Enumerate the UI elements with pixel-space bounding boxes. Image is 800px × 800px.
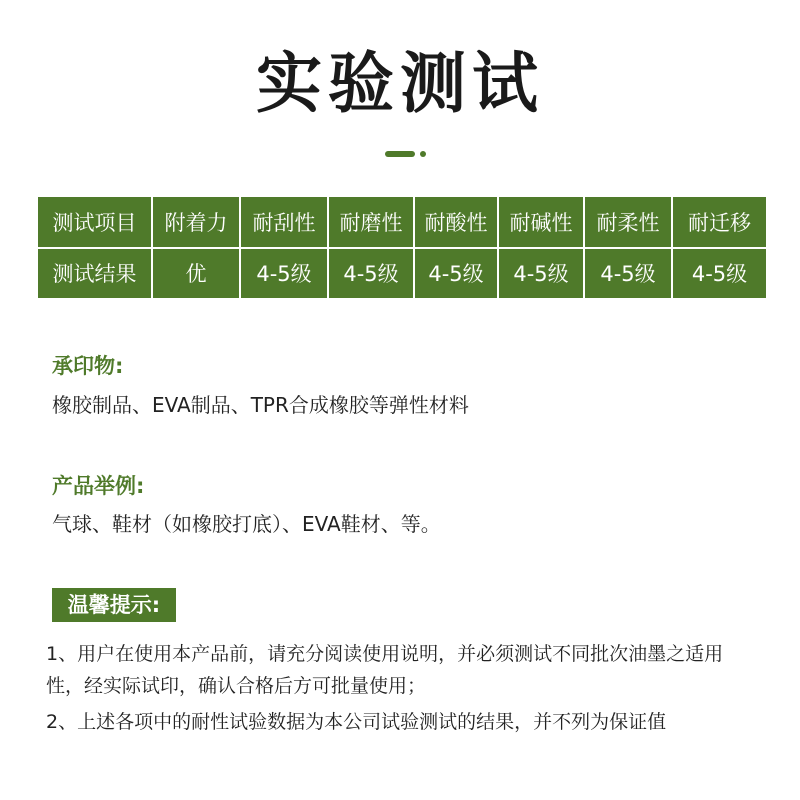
table-result-cell: 4-5级 xyxy=(414,248,498,299)
table-header-cell: 耐迁移 xyxy=(672,197,766,248)
table-result-cell: 4-5级 xyxy=(584,248,672,299)
page-title: 实验测试 xyxy=(256,45,544,122)
table-result-cell: 优 xyxy=(152,248,240,299)
test-results-table xyxy=(38,197,766,298)
substrate-text: 橡胶制品、EVA制品、TPR合成橡胶等弹性材料 xyxy=(52,393,469,417)
table-result-row xyxy=(38,248,766,299)
examples-heading: 产品举例: xyxy=(52,474,145,498)
table-result-cell: 4-5级 xyxy=(498,248,584,299)
examples-text: 气球、鞋材（如橡胶打底）、EVA鞋材、等。 xyxy=(52,512,441,536)
table-header-cell: 耐碱性 xyxy=(498,197,584,248)
table-header-cell: 耐磨性 xyxy=(328,197,414,248)
table-result-cell: 测试结果 xyxy=(38,248,152,299)
table-header-cell: 附着力 xyxy=(152,197,240,248)
substrate-heading: 承印物: xyxy=(52,354,124,378)
table-header-cell: 耐柔性 xyxy=(584,197,672,248)
tip-item-2: 2、上述各项中的耐性试验数据为本公司试验测试的结果，并不列为保证值 xyxy=(46,711,667,733)
table-result-cell: 4-5级 xyxy=(672,248,766,299)
divider-dot xyxy=(420,151,426,157)
tip-item-1: 1、用户在使用本产品前，请充分阅读使用说明，并必须测试不同批次油墨之适用性，经实际试印，确认合格后方可批量使用； xyxy=(46,643,724,697)
tips-heading-badge: 温馨提示: xyxy=(52,588,176,622)
table-header-cell: 耐刮性 xyxy=(240,197,328,248)
table-header-row xyxy=(38,197,766,248)
table-result-cell: 4-5级 xyxy=(328,248,414,299)
title-divider xyxy=(385,151,435,157)
divider-bar xyxy=(385,151,415,157)
table-result-cell: 4-5级 xyxy=(240,248,328,299)
table-header-cell: 测试项目 xyxy=(38,197,152,248)
table-header-cell: 耐酸性 xyxy=(414,197,498,248)
